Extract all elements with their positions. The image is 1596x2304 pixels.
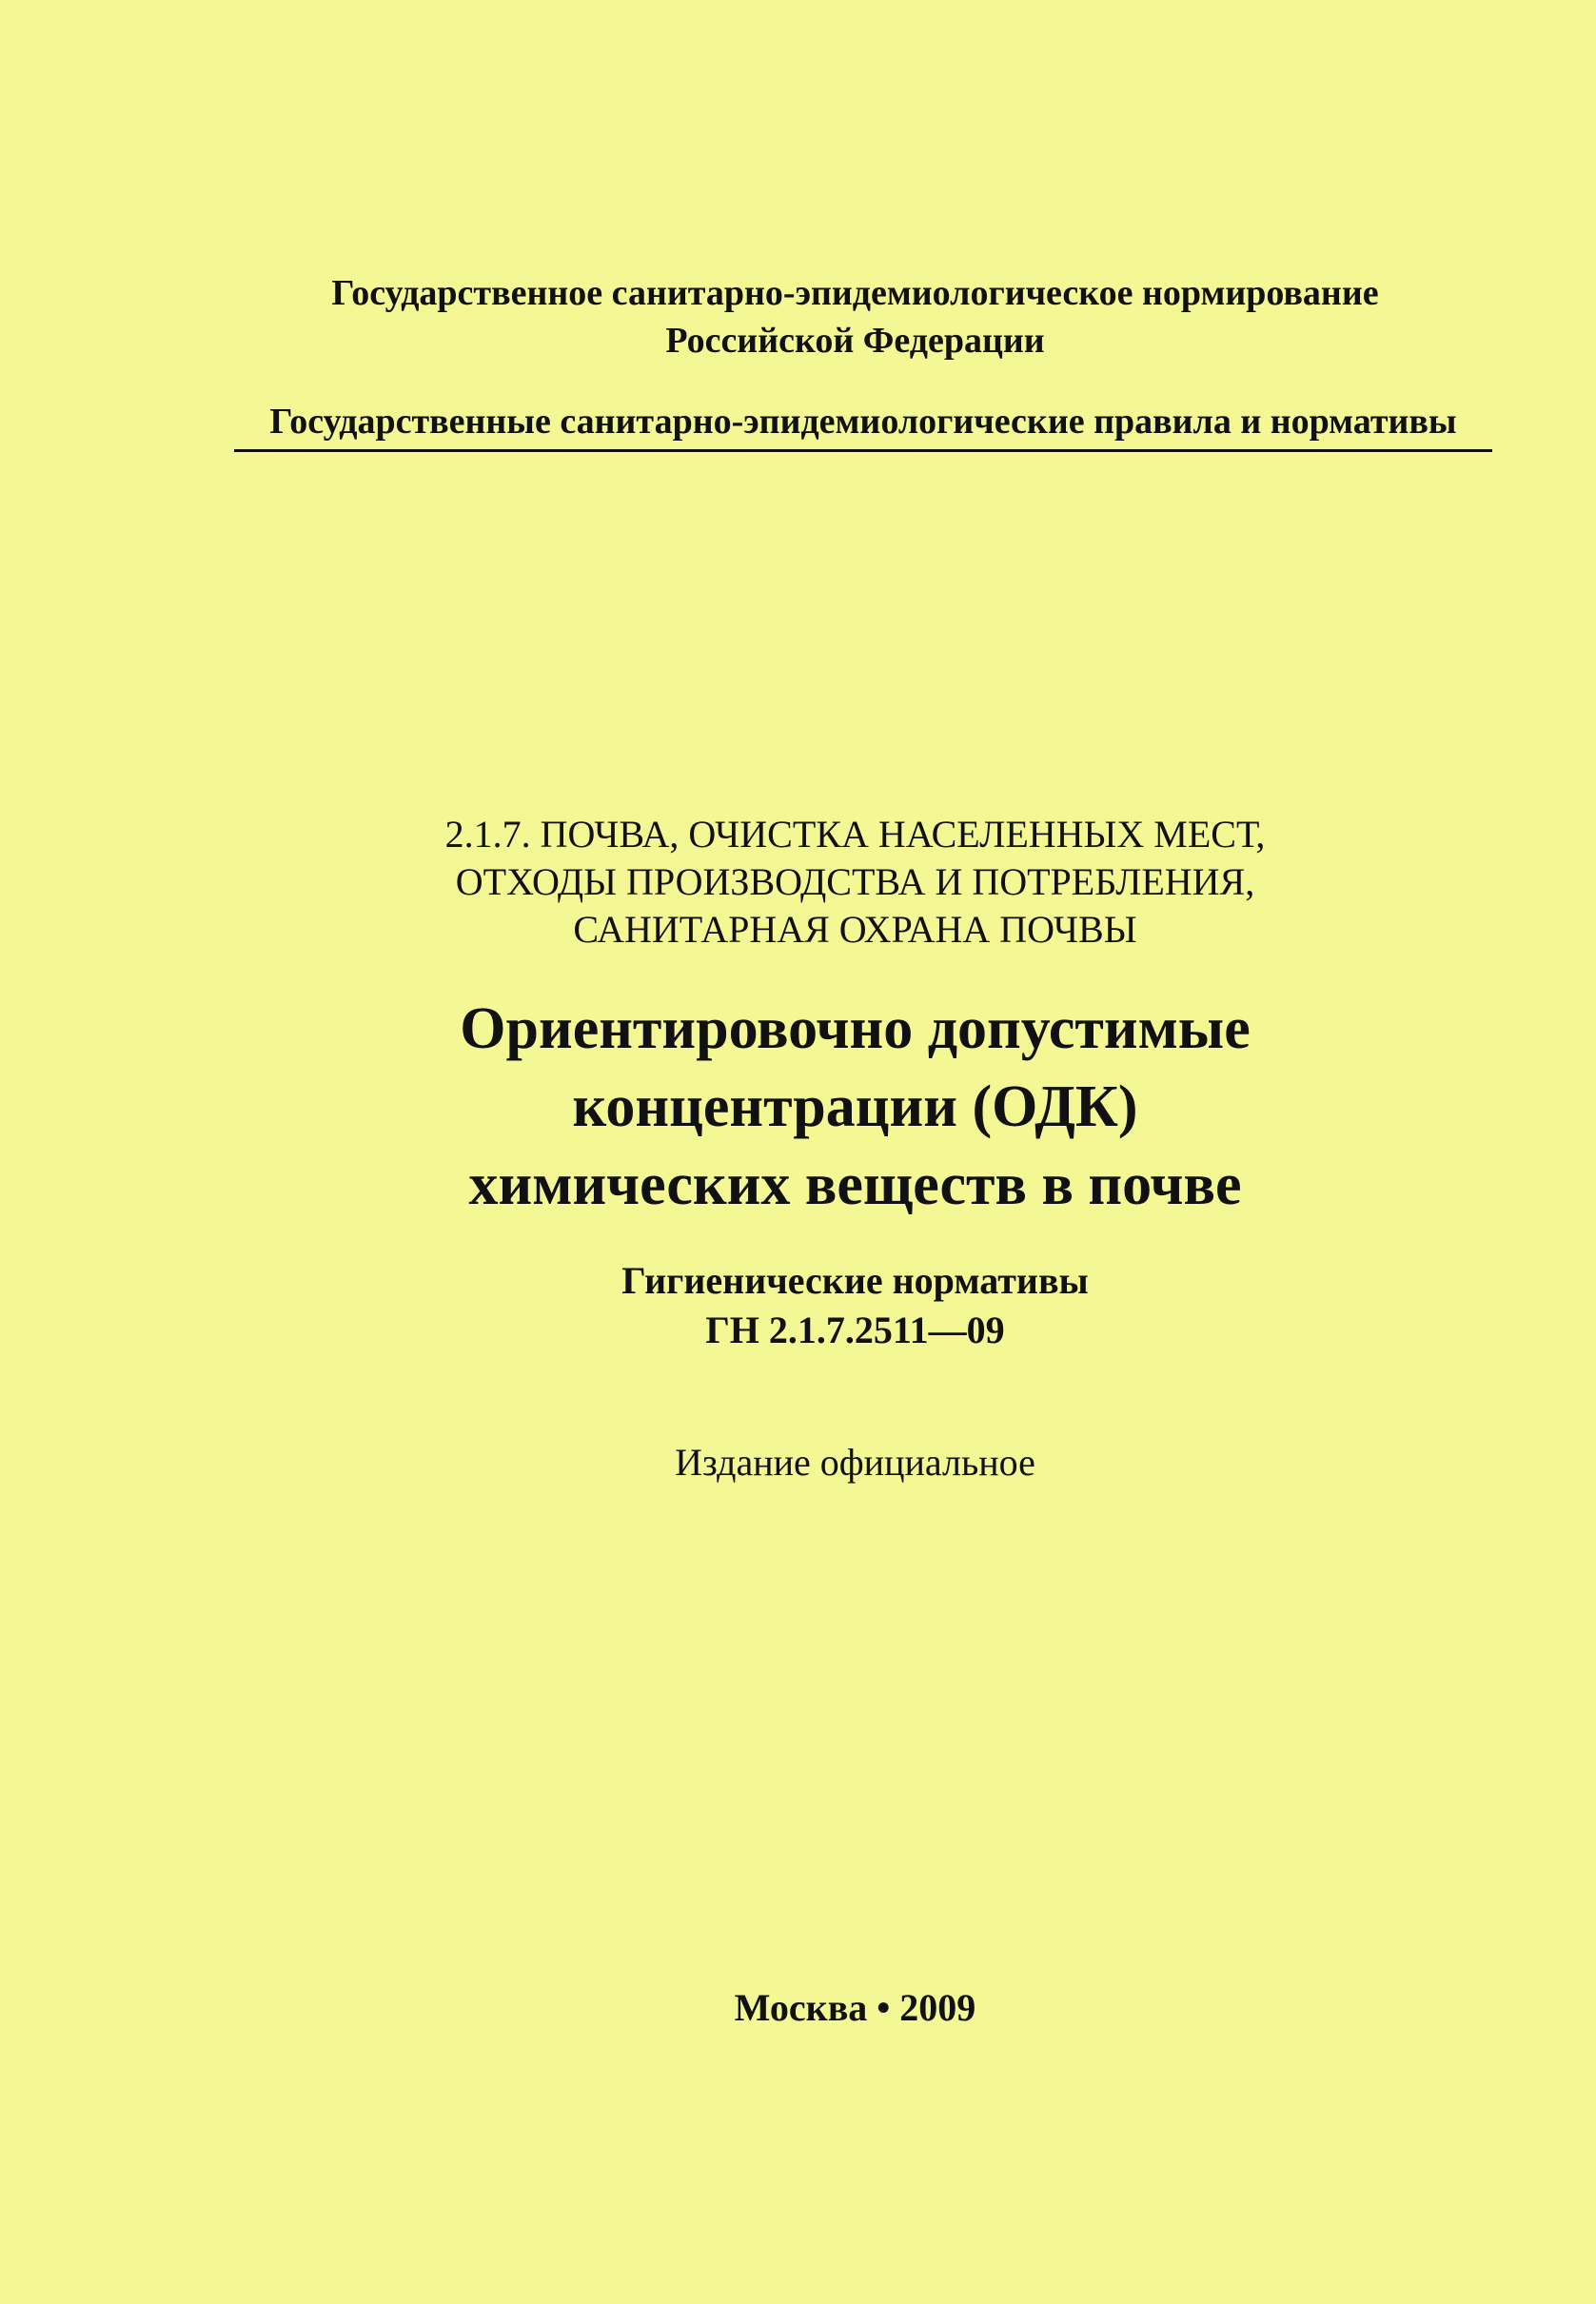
section-line-3: САНИТАРНАЯ ОХРАНА ПОЧВЫ [573, 908, 1137, 951]
edition-note: Издание официальное [675, 1441, 1035, 1484]
title-line-1: Ориентировочно допустимые [460, 996, 1251, 1061]
authority-line-2: Российской Федерации [665, 321, 1045, 361]
issuing-authority [57, 269, 1596, 364]
section-heading [57, 811, 1596, 954]
section-line-1: 2.1.7. ПОЧВА, ОЧИСТКА НАСЕЛЕННЫХ МЕСТ, [444, 813, 1266, 856]
publication-imprint: Москва • 2009 [734, 1986, 976, 2029]
title-line-3: химических веществ в почве [468, 1152, 1242, 1217]
document-subtitle [57, 1256, 1596, 1355]
document-code: ГН 2.1.7.2511—09 [705, 1309, 1005, 1351]
title-line-2: концентрации (ОДК) [572, 1074, 1138, 1139]
document-series: Государственные санитарно-эпидемиологические правила и нормативы [234, 400, 1492, 452]
subtitle-line-1: Гигиенические нормативы [621, 1259, 1089, 1302]
document-title [57, 990, 1596, 1224]
authority-line-1: Государственное санитарно-эпидемиологическое нормирование [331, 273, 1379, 313]
section-line-2: ОТХОДЫ ПРОИЗВОДСТВА И ПОТРЕБЛЕНИЯ, [455, 860, 1255, 903]
